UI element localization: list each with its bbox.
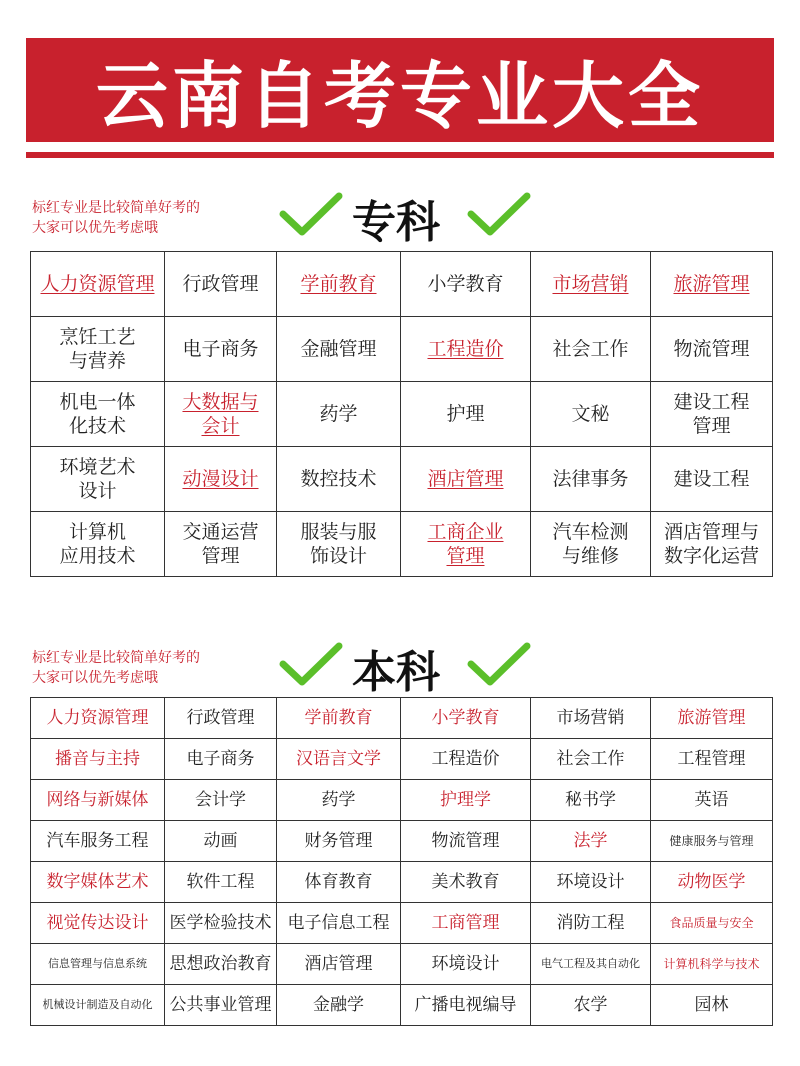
major-cell — [165, 821, 277, 862]
major-name: 工程造价 — [431, 749, 500, 769]
major-name: 机械设计制造及自动化 — [42, 998, 153, 1011]
major-cell — [165, 447, 277, 512]
major-name: 环境设计 — [556, 872, 625, 892]
major-name: 行政管理 — [186, 708, 255, 728]
major-name: 小学教育 — [431, 708, 500, 728]
major-name: 物流管理 — [431, 831, 500, 851]
table-row — [31, 985, 773, 1026]
zhuanke-note: 标红专业是比较简单好考的 大家可以优先考虑哦 — [32, 200, 200, 236]
major-name: 动物医学 — [677, 872, 746, 892]
major-cell — [401, 512, 531, 577]
major-cell — [531, 317, 651, 382]
major-name: 动画 — [203, 831, 238, 851]
major-name: 电子商务 — [186, 749, 255, 769]
major-cell — [165, 985, 277, 1026]
major-cell — [651, 780, 773, 821]
major-cell — [31, 903, 165, 944]
major-name: 旅游管理 — [677, 708, 746, 728]
major-cell — [651, 512, 773, 577]
major-cell — [277, 698, 401, 739]
benke-note: 标红专业是比较简单好考的 大家可以优先考虑哦 — [32, 650, 200, 686]
major-cell — [277, 821, 401, 862]
benke-table — [30, 697, 773, 1026]
major-cell — [277, 252, 401, 317]
major-name: 环境艺术 设计 — [59, 456, 136, 502]
major-name: 学前教育 — [304, 708, 373, 728]
major-name: 人力资源管理 — [46, 708, 149, 728]
major-cell — [651, 698, 773, 739]
major-cell — [531, 739, 651, 780]
major-cell — [31, 382, 165, 447]
major-cell — [165, 862, 277, 903]
major-name: 金融学 — [313, 995, 364, 1015]
title-banner — [26, 38, 774, 142]
major-name: 人力资源管理 — [40, 273, 155, 295]
major-cell — [531, 780, 651, 821]
major-name: 农学 — [573, 995, 608, 1015]
major-name: 学前教育 — [300, 273, 377, 295]
major-name: 工程管理 — [677, 749, 746, 769]
major-name: 社会工作 — [556, 749, 625, 769]
major-name: 酒店管理与 数字化运营 — [663, 521, 759, 567]
major-name: 电子信息工程 — [287, 913, 390, 933]
major-name: 动漫设计 — [182, 468, 259, 490]
major-cell — [401, 985, 531, 1026]
major-name: 物流管理 — [673, 338, 750, 360]
zhuanke-title: 专科 — [352, 197, 440, 248]
benke-header — [0, 640, 800, 700]
major-cell — [277, 903, 401, 944]
major-cell — [277, 862, 401, 903]
major-name: 园林 — [694, 995, 729, 1015]
major-cell — [31, 862, 165, 903]
page-title: 云南自考专业大全 — [95, 54, 704, 138]
major-name: 财务管理 — [304, 831, 373, 851]
major-cell — [401, 317, 531, 382]
major-cell — [165, 780, 277, 821]
major-cell — [277, 447, 401, 512]
major-cell — [277, 382, 401, 447]
major-cell — [31, 821, 165, 862]
table-row — [31, 447, 773, 512]
major-cell — [165, 903, 277, 944]
major-cell — [401, 252, 531, 317]
major-cell — [531, 862, 651, 903]
major-cell — [531, 252, 651, 317]
major-name: 食品质量与安全 — [669, 916, 754, 930]
major-cell — [401, 382, 531, 447]
major-name: 建设工程 管理 — [673, 391, 750, 437]
major-name: 信息管理与信息系统 — [48, 957, 147, 970]
major-cell — [165, 512, 277, 577]
major-cell — [165, 944, 277, 985]
major-name: 公共事业管理 — [169, 995, 272, 1015]
table-row — [31, 821, 773, 862]
table-row — [31, 698, 773, 739]
major-name: 护理 — [446, 403, 485, 425]
major-name: 酒店管理 — [427, 468, 504, 490]
major-cell — [651, 821, 773, 862]
major-name: 软件工程 — [186, 872, 255, 892]
major-cell — [531, 382, 651, 447]
major-name: 汽车检测 与维修 — [552, 521, 629, 567]
major-cell — [165, 382, 277, 447]
major-cell — [165, 739, 277, 780]
major-cell — [165, 252, 277, 317]
major-name: 医学检验技术 — [169, 913, 272, 933]
major-name: 机电一体 化技术 — [59, 391, 136, 437]
major-cell — [401, 821, 531, 862]
major-name: 小学教育 — [427, 273, 504, 295]
major-cell — [277, 944, 401, 985]
table-row — [31, 382, 773, 447]
major-name: 视觉传达设计 — [46, 913, 149, 933]
major-cell — [277, 317, 401, 382]
major-name: 市场营销 — [552, 273, 629, 295]
major-cell — [401, 944, 531, 985]
major-name: 金融管理 — [300, 338, 377, 360]
major-cell — [31, 780, 165, 821]
zhuanke-table — [30, 251, 773, 577]
major-cell — [31, 512, 165, 577]
major-cell — [651, 447, 773, 512]
major-cell — [277, 985, 401, 1026]
title-underline — [26, 152, 774, 158]
major-name: 法学 — [573, 831, 608, 851]
check-icon — [278, 192, 344, 238]
major-name: 会计学 — [195, 790, 246, 810]
major-cell — [651, 317, 773, 382]
table-row — [31, 903, 773, 944]
major-name: 药学 — [319, 403, 358, 425]
major-cell — [651, 382, 773, 447]
major-name: 旅游管理 — [673, 273, 750, 295]
major-cell — [531, 512, 651, 577]
major-name: 播音与主持 — [55, 749, 140, 769]
major-name: 电子商务 — [182, 338, 259, 360]
major-cell — [651, 985, 773, 1026]
major-cell — [31, 317, 165, 382]
major-name: 环境设计 — [431, 954, 500, 974]
major-cell — [531, 985, 651, 1026]
major-name: 建设工程 — [673, 468, 750, 490]
major-name: 电气工程及其自动化 — [541, 957, 640, 970]
major-cell — [651, 903, 773, 944]
major-name: 汽车服务工程 — [46, 831, 149, 851]
major-cell — [531, 821, 651, 862]
major-cell — [165, 317, 277, 382]
major-name: 计算机 应用技术 — [59, 521, 136, 567]
major-name: 大数据与 会计 — [182, 391, 259, 437]
major-cell — [531, 698, 651, 739]
major-cell — [277, 739, 401, 780]
table-row — [31, 944, 773, 985]
major-name: 健康服务与管理 — [669, 834, 754, 848]
major-name: 体育教育 — [304, 872, 373, 892]
major-name: 数字媒体艺术 — [46, 872, 149, 892]
table-row — [31, 862, 773, 903]
major-cell — [165, 698, 277, 739]
major-cell — [531, 447, 651, 512]
major-cell — [31, 252, 165, 317]
major-cell — [31, 739, 165, 780]
major-name: 服装与服 饰设计 — [300, 521, 377, 567]
major-cell — [651, 862, 773, 903]
major-name: 数控技术 — [300, 468, 377, 490]
major-name: 思想政治教育 — [169, 954, 272, 974]
major-name: 工商企业 管理 — [427, 521, 504, 567]
major-name: 美术教育 — [431, 872, 500, 892]
major-cell — [401, 862, 531, 903]
major-name: 法律事务 — [552, 468, 629, 490]
major-name: 交通运营 管理 — [182, 521, 259, 567]
major-name: 烹饪工艺 与营养 — [59, 326, 136, 372]
check-icon — [466, 192, 532, 238]
major-name: 消防工程 — [556, 913, 625, 933]
major-name: 文秘 — [571, 403, 610, 425]
major-cell — [651, 739, 773, 780]
zhuanke-header — [0, 190, 800, 250]
check-icon — [278, 642, 344, 688]
major-name: 酒店管理 — [304, 954, 373, 974]
major-cell — [531, 944, 651, 985]
major-cell — [401, 698, 531, 739]
major-cell — [651, 944, 773, 985]
major-cell — [31, 985, 165, 1026]
major-name: 广播电视编导 — [414, 995, 517, 1015]
table-row — [31, 739, 773, 780]
major-name: 行政管理 — [182, 273, 259, 295]
table-row — [31, 252, 773, 317]
major-cell — [31, 698, 165, 739]
major-cell — [531, 903, 651, 944]
major-name: 工商管理 — [431, 913, 500, 933]
major-cell — [277, 512, 401, 577]
table-row — [31, 512, 773, 577]
major-name: 工程造价 — [427, 338, 504, 360]
check-icon — [466, 642, 532, 688]
benke-title: 本科 — [352, 647, 440, 698]
major-name: 计算机科学与技术 — [663, 957, 760, 971]
major-name: 社会工作 — [552, 338, 629, 360]
major-cell — [401, 739, 531, 780]
major-cell — [401, 447, 531, 512]
major-name: 秘书学 — [565, 790, 616, 810]
major-name: 网络与新媒体 — [46, 790, 149, 810]
major-cell — [31, 447, 165, 512]
major-cell — [651, 252, 773, 317]
major-name: 药学 — [321, 790, 356, 810]
table-row — [31, 780, 773, 821]
major-name: 英语 — [694, 790, 729, 810]
major-cell — [401, 780, 531, 821]
major-name: 护理学 — [440, 790, 491, 810]
table-row — [31, 317, 773, 382]
major-cell — [31, 944, 165, 985]
major-name: 汉语言文学 — [296, 749, 381, 769]
major-name: 市场营销 — [556, 708, 625, 728]
major-cell — [277, 780, 401, 821]
major-cell — [401, 903, 531, 944]
